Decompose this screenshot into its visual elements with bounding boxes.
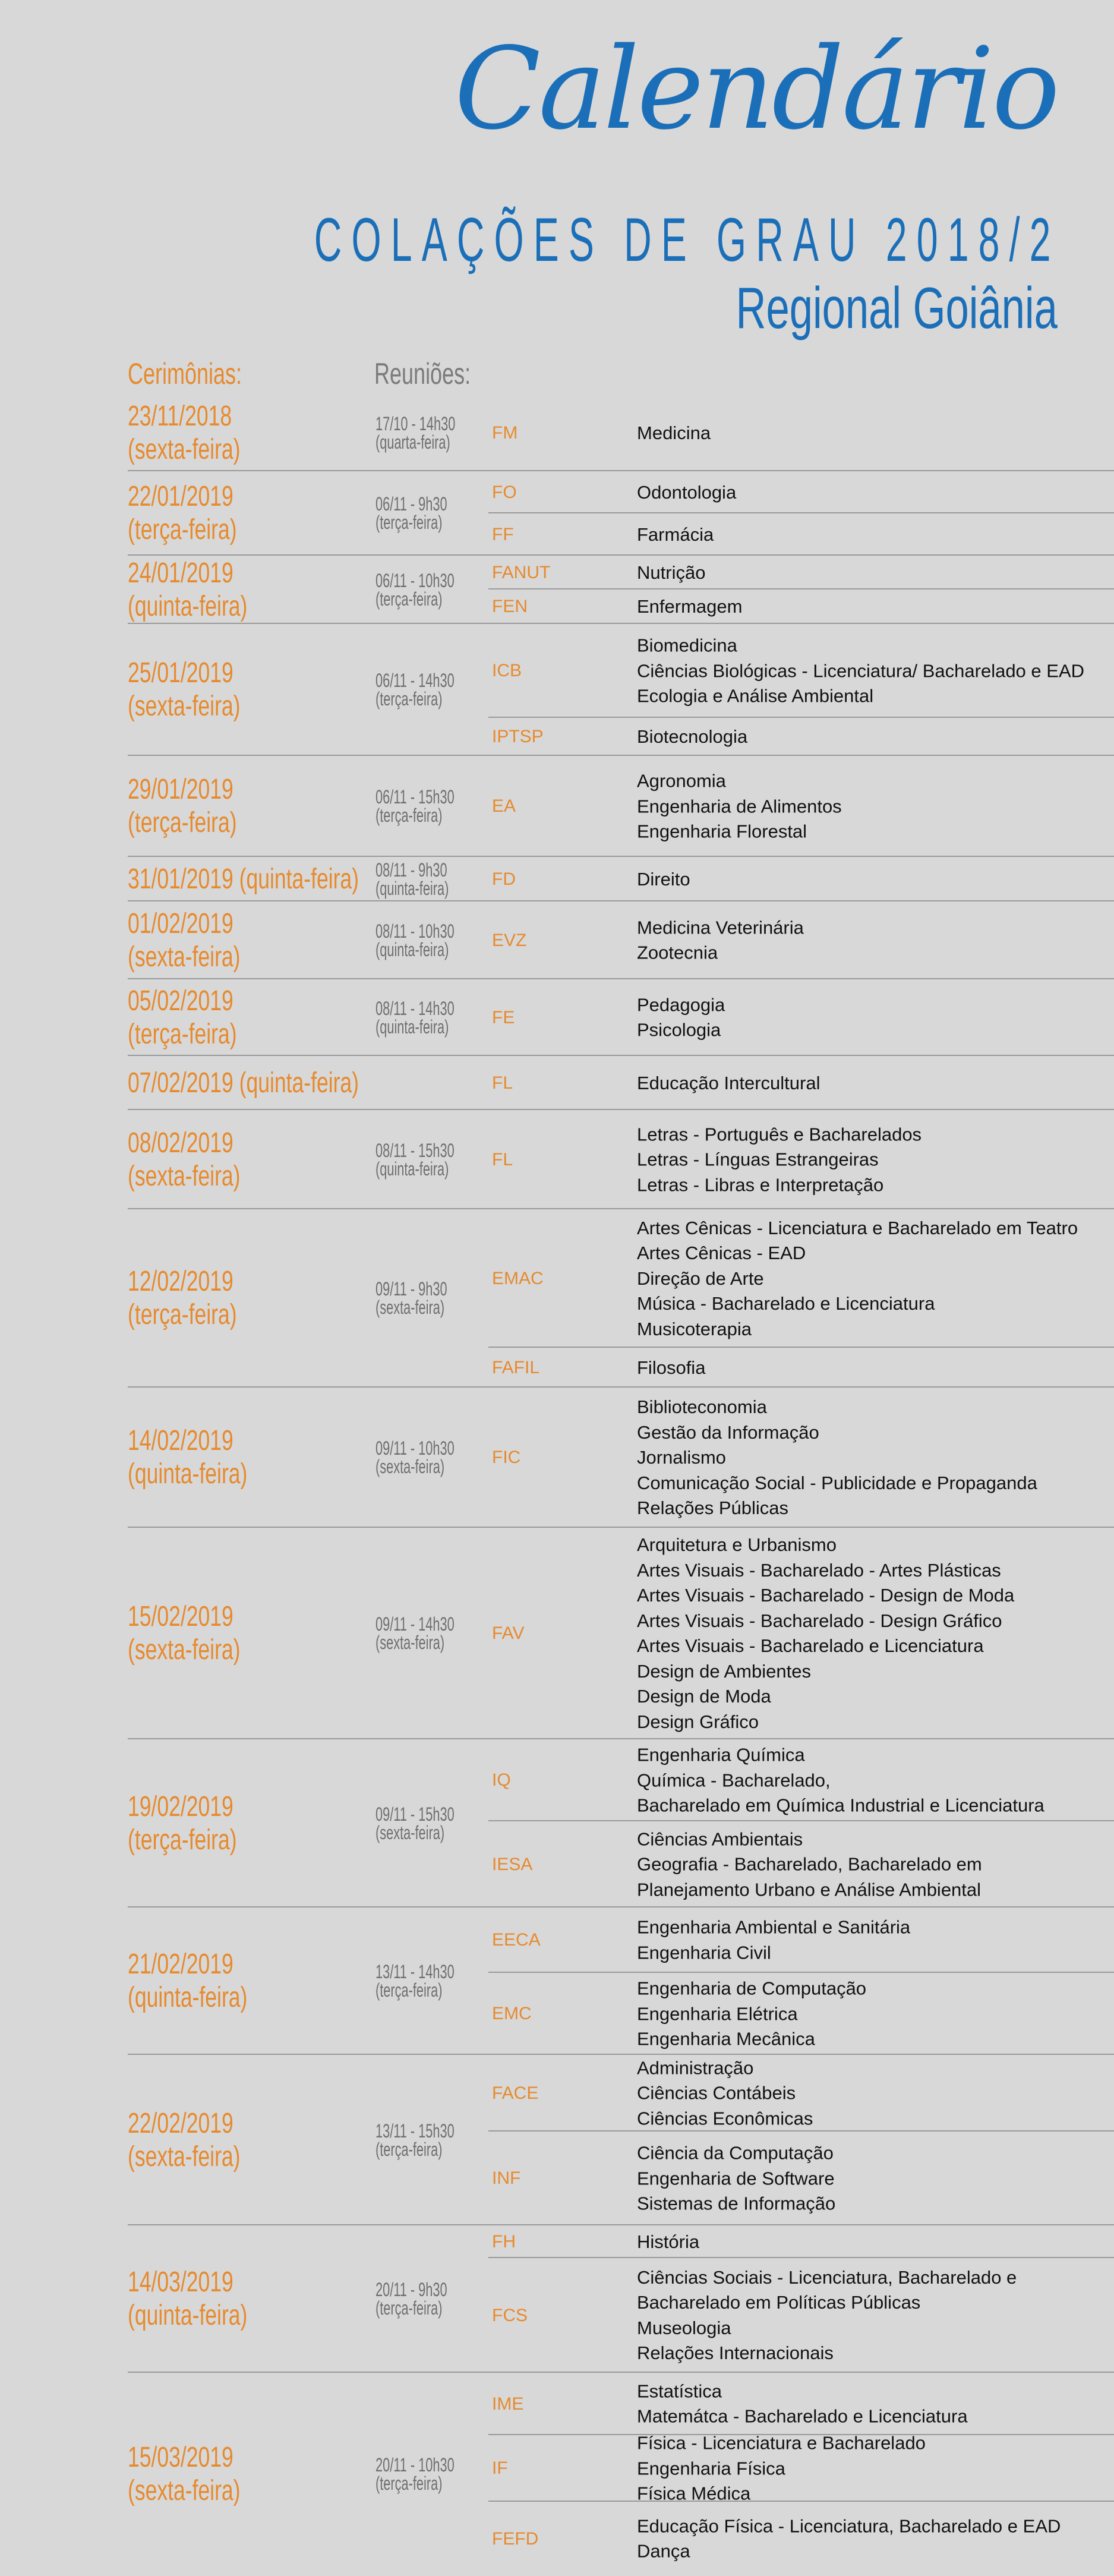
meeting-weekday: (sexta-feira) xyxy=(375,1821,445,1843)
course-name: Física Médica xyxy=(637,2483,751,2504)
institute-row xyxy=(0,1209,1114,1348)
institute-row xyxy=(0,2132,1114,2225)
institute-abbr: FANUT xyxy=(492,562,551,582)
meeting-datetime: 09/11 - 9h30 xyxy=(375,1278,447,1300)
ceremony-weekday: (quinta-feira) xyxy=(128,590,248,622)
course-name: Geografia - Bacharelado, Bacharelado em xyxy=(637,1853,982,1875)
ceremony-date-text: 12/02/2019 xyxy=(128,1266,233,1297)
ceremony-weekday: (terça-feira) xyxy=(128,1018,237,1050)
course-name: Gestão da Informação xyxy=(637,1421,819,1443)
ceremony-weekday: (quinta-feira) xyxy=(239,863,359,895)
course-name: Educação Intercultural xyxy=(637,1072,820,1093)
ceremony-date-text: 15/02/2019 xyxy=(128,1601,233,1632)
institute-abbr: IPTSP xyxy=(492,727,544,746)
course-name: Ciência da Computação xyxy=(637,2142,834,2164)
course-list xyxy=(637,2229,699,2255)
course-name: Direção de Arte xyxy=(637,1267,764,1289)
course-name: Bacharelado em Políticas Públicas xyxy=(637,2292,921,2313)
course-name: Enfermagem xyxy=(637,595,743,617)
institute-row xyxy=(0,2258,1114,2373)
institute-abbr: FIC xyxy=(492,1448,521,1467)
institute-row xyxy=(0,1056,1114,1110)
ceremony-block xyxy=(0,556,1114,624)
ceremony-block xyxy=(0,979,1114,1056)
course-name: Letras - Português e Bacharelados xyxy=(637,1123,922,1144)
course-name: Ciências Sociais - Licenciatura, Bacharelado e xyxy=(637,2266,1017,2288)
course-list xyxy=(637,768,842,844)
course-name: Psicologia xyxy=(637,1019,721,1041)
institute-abbr: FACE xyxy=(492,2083,539,2103)
ceremony-weekday: (terça-feira) xyxy=(128,807,237,838)
course-list xyxy=(637,1395,1037,1521)
institute-row xyxy=(0,979,1114,1056)
course-list xyxy=(637,2379,968,2429)
course-name: Engenharia Elétrica xyxy=(637,2003,798,2024)
course-list xyxy=(637,594,742,620)
institute-abbr: FD xyxy=(492,869,516,889)
ceremony-weekday: (sexta-feira) xyxy=(128,1160,241,1192)
course-list xyxy=(637,1122,922,1198)
meeting-weekday: (terça-feira) xyxy=(375,1979,443,2001)
course-name: Artes Visuais - Bacharelado - Artes Plásticas xyxy=(637,1559,1001,1581)
course-list xyxy=(637,1742,1044,1818)
meeting-datetime: 09/11 - 15h30 xyxy=(375,1803,455,1825)
ceremony-block xyxy=(0,1056,1114,1110)
course-name: Design de Ambientes xyxy=(637,1660,811,1682)
ceremony-block xyxy=(0,857,1114,901)
institute-row xyxy=(0,513,1114,556)
course-name: Engenharia Florestal xyxy=(637,821,807,842)
course-name: Ecologia e Análise Ambiental xyxy=(637,685,874,707)
course-name: Engenharia de Alimentos xyxy=(637,795,842,816)
ceremony-date-text: 29/01/2019 xyxy=(128,774,233,805)
institute-row xyxy=(0,2373,1114,2435)
institute-abbr: FAFIL xyxy=(492,1357,540,1377)
ceremony-date-text: 21/02/2019 xyxy=(128,1948,233,1980)
course-name: Artes Visuais - Bacharelado - Design Gráfico xyxy=(637,1610,1002,1631)
course-name: Design de Moda xyxy=(637,1686,771,1707)
course-name: Engenharia de Computação xyxy=(637,1978,867,1999)
course-list xyxy=(637,2140,835,2216)
institute-row xyxy=(0,1739,1114,1821)
ceremony-weekday: (terça-feira) xyxy=(128,1824,237,1856)
course-name: Artes Visuais - Bacharelado e Licenciatura xyxy=(637,1635,984,1656)
course-name: Musicoterapia xyxy=(637,1318,752,1339)
meeting-datetime: 20/11 - 10h30 xyxy=(375,2454,455,2476)
institute-row xyxy=(0,2502,1114,2576)
course-list xyxy=(637,1355,705,1380)
institute-row xyxy=(0,1907,1114,1973)
meeting-datetime: 20/11 - 9h30 xyxy=(375,2279,447,2300)
course-name: Biomedicina xyxy=(637,635,737,656)
institute-row xyxy=(0,556,1114,589)
meeting-datetime: 08/11 - 15h30 xyxy=(375,1139,455,1161)
meeting-datetime: 06/11 - 9h30 xyxy=(375,493,447,515)
course-list xyxy=(637,1976,866,2052)
course-list xyxy=(637,2055,813,2132)
course-name: Sistemas de Informação xyxy=(637,2193,836,2214)
ceremony-weekday: (sexta-feira) xyxy=(128,941,241,973)
ceremony-date-text: 14/02/2019 xyxy=(128,1425,233,1456)
course-name: Química - Bacharelado, xyxy=(637,1769,831,1790)
course-list xyxy=(637,724,747,750)
ceremony-date-text: 05/02/2019 xyxy=(128,985,233,1017)
course-name: Educação Física - Licenciatura, Bacharelado e EAD xyxy=(637,2515,1061,2536)
course-list xyxy=(637,866,690,892)
institute-row xyxy=(0,2225,1114,2258)
meeting-weekday: (quinta-feira) xyxy=(375,1158,449,1180)
institute-abbr: FH xyxy=(492,2231,516,2252)
ceremony-weekday: (quinta-feira) xyxy=(128,2300,248,2331)
institute-row xyxy=(0,624,1114,718)
ceremony-block xyxy=(0,395,1114,471)
institute-abbr: EA xyxy=(492,796,516,816)
course-list xyxy=(637,480,736,505)
course-name: Engenharia Física xyxy=(637,2457,785,2479)
course-name: Administração xyxy=(637,2057,754,2078)
course-name: Ciências Biológicas - Licenciatura/ Bacharelado e EAD xyxy=(637,660,1085,681)
ceremony-date-text: 08/02/2019 xyxy=(128,1127,233,1159)
course-name: Física - Licenciatura e Bacharelado xyxy=(637,2432,926,2454)
course-list xyxy=(637,1533,1014,1735)
course-name: Zootecnia xyxy=(637,942,718,963)
meeting-weekday: (terça-feira) xyxy=(375,2138,443,2160)
regional-label: Regional Goiânia xyxy=(736,275,1058,340)
meeting-weekday: (quinta-feira) xyxy=(375,1016,449,1038)
course-name: Letras - Línguas Estrangeiras xyxy=(637,1149,879,1170)
institute-abbr: FEFD xyxy=(492,2528,539,2549)
institute-abbr: EMC xyxy=(492,2004,532,2023)
ceremony-block xyxy=(0,1739,1114,1907)
institute-abbr: FO xyxy=(492,482,517,502)
ceremony-date-text: 19/02/2019 xyxy=(128,1790,233,1823)
course-name: Design Gráfico xyxy=(637,1711,759,1732)
meeting-datetime: 13/11 - 14h30 xyxy=(375,1961,455,1982)
ceremony-date-text: 22/01/2019 xyxy=(128,481,233,512)
course-name: Relações Internacionais xyxy=(637,2342,834,2363)
institute-abbr: FL xyxy=(492,1073,513,1093)
course-list xyxy=(637,2265,1017,2366)
meeting-datetime: 09/11 - 10h30 xyxy=(375,1437,455,1459)
meeting-datetime: 08/11 - 14h30 xyxy=(375,997,455,1019)
course-name: Ciências Econômicas xyxy=(637,2107,813,2129)
course-list xyxy=(637,915,804,966)
ceremony-date-text: 31/01/2019 xyxy=(128,863,233,895)
course-name: Ciências Contábeis xyxy=(637,2082,796,2104)
course-name: Odontologia xyxy=(637,481,737,503)
institute-abbr: EVZ xyxy=(492,930,527,950)
meeting-datetime: 06/11 - 14h30 xyxy=(375,670,455,691)
ceremony-block xyxy=(0,1528,1114,1739)
institute-abbr: IQ xyxy=(492,1770,511,1790)
course-name: Direito xyxy=(637,868,690,890)
meeting-datetime: 06/11 - 10h30 xyxy=(375,569,455,591)
course-list xyxy=(637,1215,1078,1342)
institute-row xyxy=(0,1348,1114,1388)
institute-abbr: INF xyxy=(492,2168,521,2188)
meeting-weekday: (terça-feira) xyxy=(375,588,443,610)
institute-abbr: FM xyxy=(492,423,518,443)
ceremony-weekday: (sexta-feira) xyxy=(128,690,241,722)
ceremony-date-text: 24/01/2019 xyxy=(128,557,233,589)
course-name: Engenharia Ambiental e Sanitária xyxy=(637,1916,911,1938)
ceremony-weekday: (quinta-feira) xyxy=(128,1982,248,2013)
course-name: Nutrição xyxy=(637,562,706,583)
course-name: Ciências Ambientais xyxy=(637,1828,803,1849)
institute-abbr: EMAC xyxy=(492,1268,544,1288)
meeting-weekday: (sexta-feira) xyxy=(375,1297,445,1318)
meeting-weekday: (quinta-feira) xyxy=(375,877,449,899)
ceremony-block xyxy=(0,2055,1114,2225)
ceremony-weekday: (terça-feira) xyxy=(128,1299,237,1330)
ceremony-date-text: 14/03/2019 xyxy=(128,2266,233,2298)
institute-abbr: FCS xyxy=(492,2305,528,2325)
institute-abbr: IF xyxy=(492,2458,508,2478)
course-name: Música - Bacharelado e Licenciatura xyxy=(637,1292,935,1314)
ceremony-weekday: (terça-feira) xyxy=(128,514,237,546)
institute-abbr: ICB xyxy=(492,661,522,680)
course-name: Engenharia de Software xyxy=(637,2167,835,2189)
course-name: Medicina Veterinária xyxy=(637,917,804,938)
institute-row xyxy=(0,1110,1114,1209)
course-name: Bacharelado em Química Industrial e Licenciatura xyxy=(637,1795,1044,1816)
institute-row xyxy=(0,718,1114,756)
institute-row xyxy=(0,471,1114,513)
meeting-weekday: (terça-feira) xyxy=(375,805,443,826)
institute-row xyxy=(0,1973,1114,2055)
ceremony-block xyxy=(0,1907,1114,2055)
course-list xyxy=(637,1070,820,1096)
institute-abbr: FL xyxy=(492,1149,513,1169)
ceremony-block xyxy=(0,471,1114,556)
institute-row xyxy=(0,2432,1114,2504)
institute-abbr: FF xyxy=(492,524,514,544)
meeting-datetime: 09/11 - 14h30 xyxy=(375,1613,455,1635)
institute-row xyxy=(0,1821,1114,1907)
ceremony-date-text: 23/11/2018 xyxy=(128,401,232,432)
course-name: Comunicação Social - Publicidade e Propaganda xyxy=(637,1472,1037,1493)
ceremony-date-text: 15/03/2019 xyxy=(128,2442,233,2473)
meeting-weekday: (quarta-feira) xyxy=(375,431,450,453)
course-name: Relações Públicas xyxy=(637,1497,789,1518)
ceremony-block xyxy=(0,756,1114,857)
ceremony-date-text: 01/02/2019 xyxy=(128,907,233,939)
meeting-weekday: (sexta-feira) xyxy=(375,1456,445,1477)
course-list xyxy=(637,2514,1061,2564)
meeting-weekday: (terça-feira) xyxy=(375,2473,443,2494)
course-name: Biblioteconomia xyxy=(637,1396,767,1417)
ceremony-block xyxy=(0,1110,1114,1209)
course-name: Letras - Libras e Interpretação xyxy=(637,1174,884,1195)
meeting-weekday: (quinta-feira) xyxy=(375,938,449,960)
course-name: Artes Cênicas - EAD xyxy=(637,1242,806,1263)
course-name: Medicina xyxy=(637,422,711,443)
ceremony-weekday: (sexta-feira) xyxy=(128,434,241,465)
course-name: Engenharia Química xyxy=(637,1744,805,1765)
course-name: Pedagogia xyxy=(637,994,725,1015)
meeting-datetime: 08/11 - 9h30 xyxy=(375,859,447,881)
institute-row xyxy=(0,589,1114,624)
meeting-datetime: 08/11 - 10h30 xyxy=(375,920,455,942)
institute-row xyxy=(0,2055,1114,2132)
institute-row xyxy=(0,756,1114,857)
course-name: Farmácia xyxy=(637,524,714,545)
ceremony-weekday: (quinta-feira) xyxy=(239,1067,359,1099)
institute-abbr: FE xyxy=(492,1007,515,1027)
institute-row xyxy=(0,857,1114,901)
ceremony-weekday: (sexta-feira) xyxy=(128,2140,241,2173)
course-name: Artes Cênicas - Licenciatura e Bacharelado em Teatro xyxy=(637,1217,1078,1238)
course-name: Engenharia Mecânica xyxy=(637,2028,815,2050)
course-name: Arquitetura e Urbanismo xyxy=(637,1534,837,1555)
institute-abbr: IME xyxy=(492,2394,524,2414)
meeting-weekday: (terça-feira) xyxy=(375,688,443,710)
meeting-weekday: (terça-feira) xyxy=(375,2297,443,2319)
course-list xyxy=(637,992,725,1043)
course-name: Engenharia Civil xyxy=(637,1942,771,1963)
meetings-column-header: Reuniões: xyxy=(374,357,471,390)
ceremony-block xyxy=(0,1388,1114,1528)
course-list xyxy=(637,1827,982,1903)
meeting-weekday: (sexta-feira) xyxy=(375,1632,445,1653)
ceremony-date-text: 22/02/2019 xyxy=(128,2107,233,2139)
institute-row xyxy=(0,901,1114,979)
course-name: Jornalismo xyxy=(637,1446,726,1468)
course-list xyxy=(637,522,714,547)
course-name: História xyxy=(637,2231,700,2252)
ceremony-weekday: (quinta-feira) xyxy=(128,1458,248,1490)
page-subtitle: COLAÇÕES DE GRAU 2018/2 xyxy=(314,206,1061,275)
institute-row xyxy=(0,395,1114,471)
course-name: Filosofia xyxy=(637,1357,706,1378)
institute-abbr: IESA xyxy=(492,1854,533,1874)
ceremony-block xyxy=(0,2225,1114,2373)
institute-abbr: FEN xyxy=(492,597,528,616)
course-name: Planejamento Urbano e Análise Ambiental xyxy=(637,1878,982,1900)
page-title: Calendário xyxy=(454,23,1058,155)
course-list xyxy=(637,1915,910,1966)
institute-row xyxy=(0,1528,1114,1739)
course-name: Museologia xyxy=(637,2317,731,2338)
ceremony-weekday: (sexta-feira) xyxy=(128,2475,241,2506)
meeting-weekday: (terça-feira) xyxy=(375,512,443,533)
course-list xyxy=(637,633,1084,709)
course-list xyxy=(637,421,711,446)
ceremony-block xyxy=(0,2373,1114,2576)
course-list xyxy=(637,560,705,585)
meeting-datetime: 06/11 - 15h30 xyxy=(375,786,455,808)
course-name: Biotecnologia xyxy=(637,726,748,747)
course-name: Agronomia xyxy=(637,770,726,792)
course-name: Dança xyxy=(637,2540,690,2562)
course-name: Artes Visuais - Bacharelado - Design de Moda xyxy=(637,1585,1015,1606)
ceremony-block xyxy=(0,901,1114,979)
institute-abbr: EECA xyxy=(492,1930,541,1950)
course-name: Matemátca - Bacharelado e Licenciatura xyxy=(637,2405,968,2427)
ceremony-weekday: (sexta-feira) xyxy=(128,1634,241,1666)
course-name: Estatística xyxy=(637,2380,722,2401)
ceremony-block xyxy=(0,624,1114,756)
course-list xyxy=(637,2430,926,2506)
meeting-datetime: 17/10 - 14h30 xyxy=(375,413,456,434)
institute-abbr: FAV xyxy=(492,1623,525,1643)
ceremony-date-text: 25/01/2019 xyxy=(128,657,233,689)
ceremonies-column-header: Cerimônias: xyxy=(128,357,242,390)
ceremony-block xyxy=(0,1209,1114,1388)
meeting-datetime: 13/11 - 15h30 xyxy=(375,2120,455,2142)
ceremony-date-text: 07/02/2019 xyxy=(128,1067,233,1099)
institute-row xyxy=(0,1388,1114,1528)
